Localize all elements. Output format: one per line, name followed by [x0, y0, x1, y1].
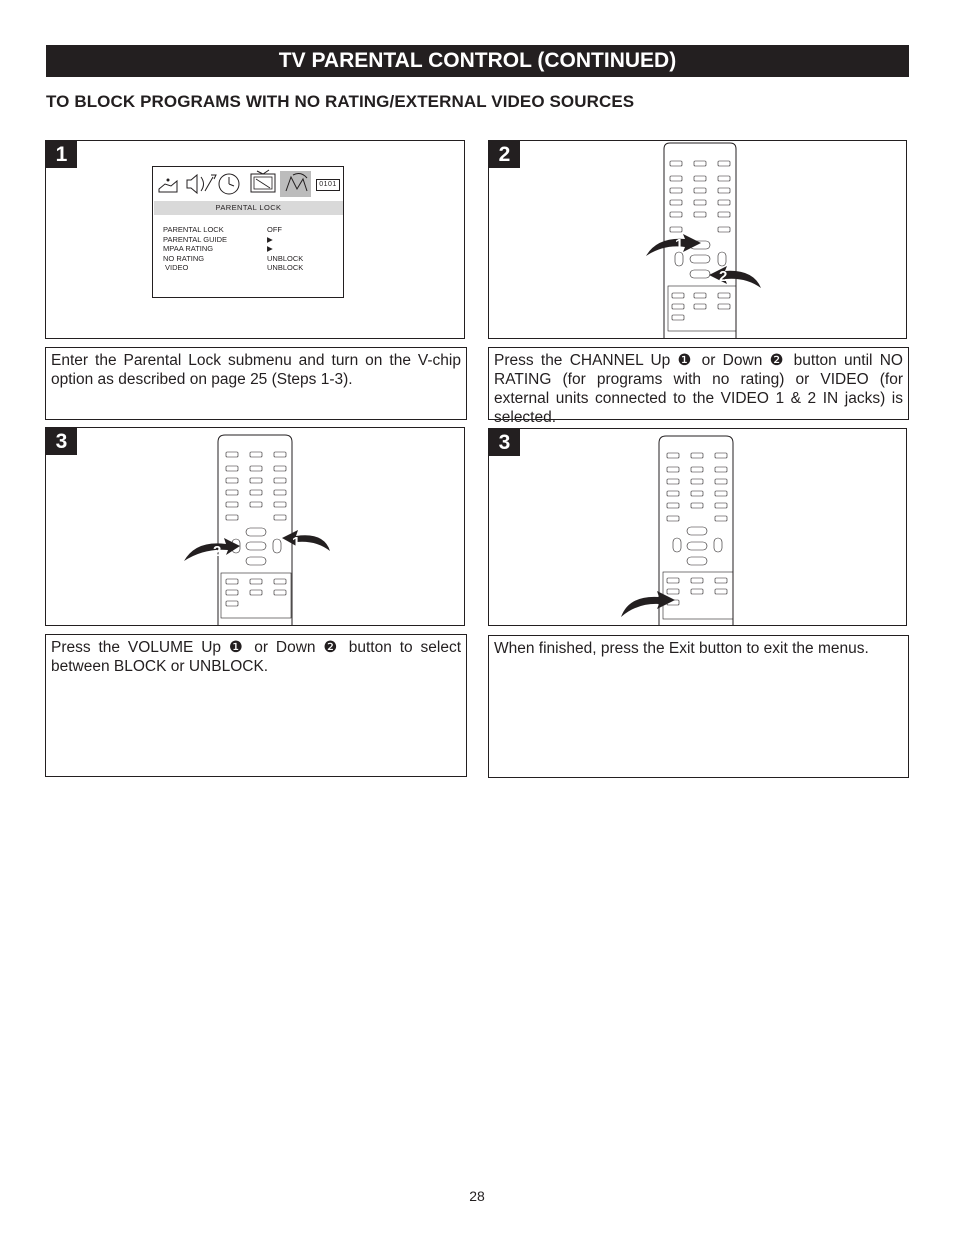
osd-row-value: OFF [267, 225, 282, 234]
osd-row-parental-lock [163, 225, 323, 235]
osd-row-label: PARENTAL GUIDE [163, 234, 228, 244]
step-3-volume-illustration [45, 427, 465, 626]
step-2-illustration [488, 140, 907, 339]
step-badge: 2 [489, 141, 520, 168]
instruction-step-3-exit: When finished, press the Exit button to exit the menus. [488, 635, 909, 778]
osd-menu-list [163, 225, 323, 273]
arrow-label: 2 [719, 268, 728, 285]
osd-channel-code: 0101 [316, 179, 340, 191]
osd-menu-screen [152, 166, 344, 298]
menu-icons-row [153, 167, 343, 200]
step-3-exit-illustration [488, 428, 907, 626]
instruction-step-1: Enter the Parental Lock submenu and turn on the V-chip option as described on page 25 (Steps 1-3). [45, 347, 467, 420]
osd-row-video [163, 263, 323, 273]
instruction-step-3-volume: Press the VOLUME Up ❶ or Down ❷ button to select between BLOCK or UNBLOCK. [45, 634, 467, 777]
osd-row-value: ▶ [267, 234, 273, 244]
page-title: TV PARENTAL CONTROL (CONTINUED) [46, 45, 909, 77]
instruction-step-2: Press the CHANNEL Up ❶ or Down ❷ button until NO RATING (for programs with no rating) or VIDEO (for external units connected to the VIDEO 1 & 2 IN jacks) is selected. [488, 347, 909, 420]
arrow-label: 2 [213, 543, 222, 560]
remote-control-illustration [489, 141, 907, 339]
osd-row-label: NO RATING [163, 253, 205, 263]
osd-row-label: PARENTAL LOCK [163, 225, 224, 234]
osd-menu-title: PARENTAL LOCK [154, 201, 343, 215]
osd-row-mpaa-rating [163, 244, 323, 254]
osd-row-parental-guide [163, 235, 323, 245]
osd-row-no-rating [163, 254, 323, 264]
arrow-label: 1 [675, 236, 684, 253]
osd-row-label: MPAA RATING [163, 244, 214, 253]
step-badge: 3 [489, 429, 520, 456]
osd-row-value: ▶ [267, 244, 273, 253]
osd-row-label: VIDEO [165, 263, 189, 272]
step-badge: 3 [46, 428, 77, 455]
arrow-label: 1 [292, 534, 301, 551]
remote-control-illustration [46, 428, 465, 626]
osd-row-value: UNBLOCK [267, 263, 304, 272]
remote-control-illustration [489, 429, 907, 626]
page-number: 28 [469, 1188, 485, 1204]
osd-row-value: UNBLOCK [267, 253, 304, 263]
step-badge: 1 [46, 141, 77, 168]
section-heading: TO BLOCK PROGRAMS WITH NO RATING/EXTERNAL VIDEO SOURCES [46, 92, 635, 111]
step-1-illustration [45, 140, 465, 339]
